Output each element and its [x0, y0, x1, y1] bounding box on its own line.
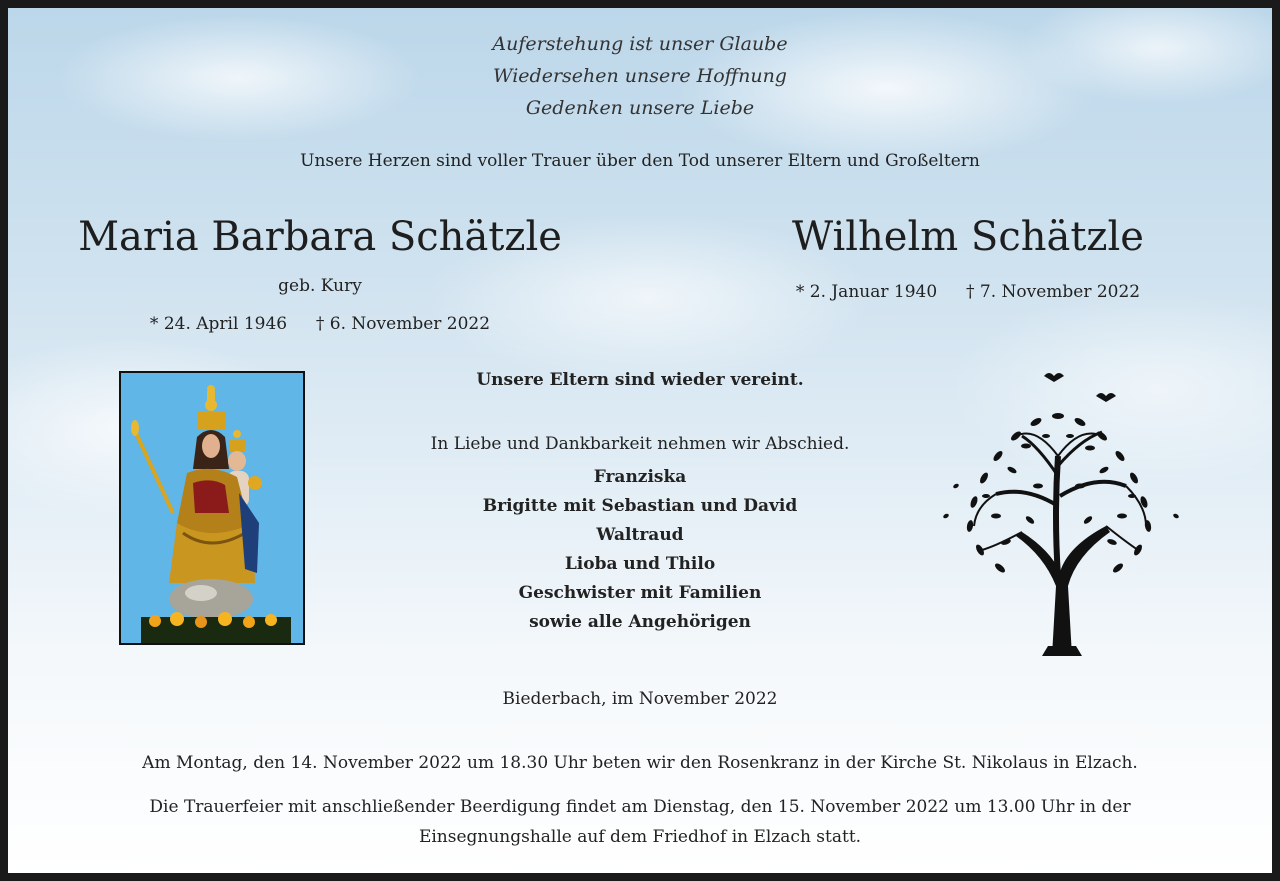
obituary-card — [8, 8, 1272, 873]
mourner: Franziska — [593, 467, 687, 487]
mourner: Waltraud — [596, 525, 684, 545]
deceased-2-dates — [708, 282, 1228, 302]
funeral-line-2: Einsegnungshalle auf dem Friedhof in Elzach statt. — [418, 827, 862, 847]
deceased-1-maiden-name: geb. Kury — [278, 276, 362, 296]
deceased-1-name: Maria Barbara Schätzle — [78, 214, 562, 260]
intro-text: Unsere Herzen sind voller Trauer über den Tod unserer Eltern und Großeltern — [300, 151, 980, 171]
deceased-1-dates — [60, 314, 580, 334]
funeral-notice — [8, 792, 1272, 852]
deceased-2-died: † 7. November 2022 — [965, 282, 1141, 302]
motto — [8, 28, 1272, 124]
motto-line-2: Wiedersehen unsere Hoffnung — [493, 65, 787, 87]
deceased-2-born: * 2. Januar 1940 — [795, 282, 938, 302]
mourner: Lioba und Thilo — [564, 554, 716, 574]
funeral-line-1: Die Trauerfeier mit anschließender Beerdigung findet am Dienstag, den 15. November 2022 um 13.00 Uhr in der — [149, 797, 1131, 817]
reunited-text: Unsere Eltern sind wieder vereint. — [476, 370, 804, 390]
deceased-1-died: † 6. November 2022 — [315, 314, 491, 334]
rosary-notice: Am Montag, den 14. November 2022 um 18.30 Uhr beten wir den Rosenkranz in der Kirche St. Nikolaus in Elzach. — [142, 753, 1138, 773]
motto-line-1: Auferstehung ist unser Glaube — [492, 33, 788, 55]
mourner: Geschwister mit Familien — [518, 583, 762, 603]
motto-line-3: Gedenken unsere Liebe — [525, 97, 755, 119]
mourner: Brigitte mit Sebastian und David — [482, 496, 798, 516]
deceased-1-born: * 24. April 1946 — [149, 314, 288, 334]
tree-of-life-icon — [926, 366, 1196, 656]
deceased-2-name: Wilhelm Schätzle — [792, 214, 1144, 260]
place-date: Biederbach, im November 2022 — [502, 689, 778, 709]
mourner: sowie alle Angehörigen — [529, 612, 751, 632]
farewell-text: In Liebe und Dankbarkeit nehmen wir Abschied. — [430, 434, 850, 454]
